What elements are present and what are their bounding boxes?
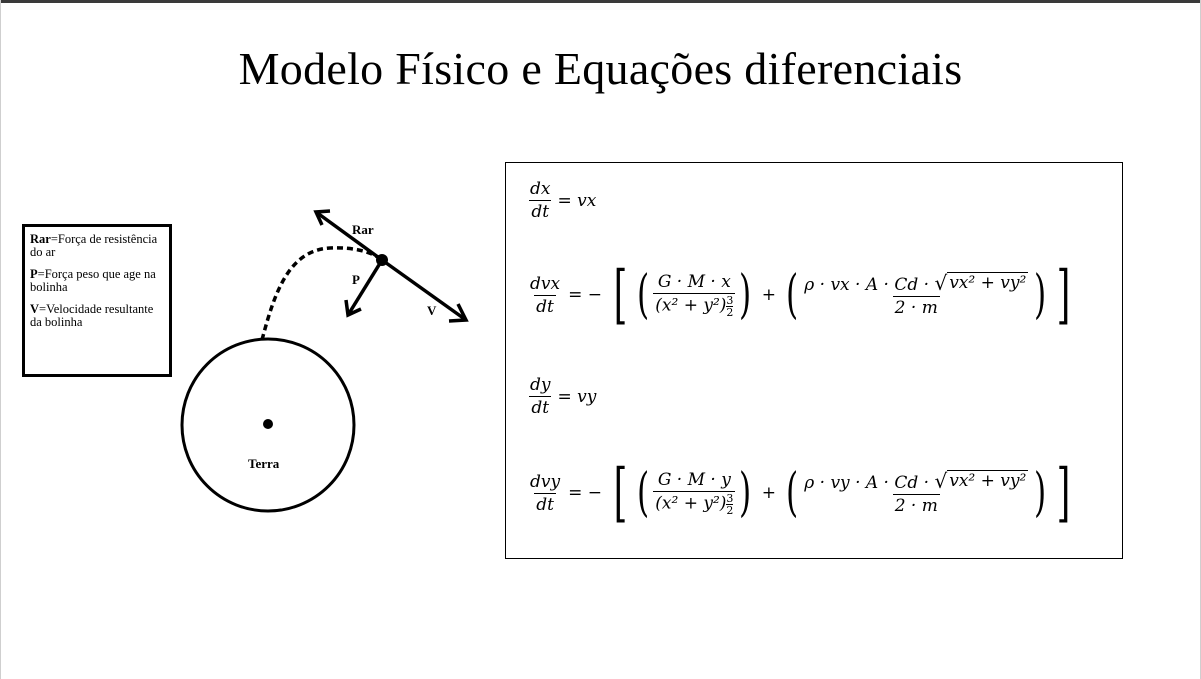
trajectory-path: [262, 248, 382, 340]
eq4-open-bracket: [: [613, 456, 628, 530]
eq4-drag-den: 2 · m: [894, 496, 938, 516]
eq4-drag-num: [802, 470, 1030, 494]
eq4-exp-num: 3: [726, 492, 734, 505]
eq2-sqrt: [934, 272, 1028, 293]
eq4-sqrt: [934, 470, 1028, 491]
eq3-lhs-den: dt: [531, 398, 550, 418]
eq2-grav-num: G · M · x: [657, 272, 731, 292]
eq2-drag-num-pre: ρ · vx · A · Cd ·: [804, 275, 935, 295]
p-vector: [346, 260, 382, 315]
legend-v-text: =Velocidade resultante da bolinha: [30, 302, 154, 329]
eq4-sqrt-arg: vx² + vy²: [949, 471, 1027, 491]
eq2-close-paren-1: ): [739, 265, 752, 325]
eq2-drag-num: [802, 272, 1030, 296]
eq2-plus: +: [761, 285, 776, 305]
rar-label: Rar: [352, 222, 374, 237]
physics-diagram: [0, 0, 500, 679]
eq2-open-paren-2: (: [785, 265, 799, 325]
eq4-grav-den: [653, 491, 735, 516]
eq2-close-bracket: ]: [1056, 258, 1070, 332]
eq4-close-paren-2: ): [1034, 463, 1047, 523]
eq4-grav-den-base: (x² + y²): [655, 493, 727, 514]
eq2-lhs-den: dt: [536, 296, 554, 317]
eq2-grav-den: [653, 293, 735, 318]
slide-title: Modelo Físico e Equações diferenciais: [238, 43, 963, 94]
eq2-grav-den-base: (x² + y²): [655, 295, 727, 316]
eq2-exponent: [726, 295, 733, 318]
eq1-rhs: = vx: [557, 190, 597, 211]
eq4-drag-term: [802, 470, 1030, 516]
legend-rar-text: =Força de resistência do ar: [30, 232, 158, 259]
eq2-open-bracket: [: [613, 258, 628, 332]
eq3-lhs: [528, 375, 553, 418]
eq4-gravity-term: [653, 470, 735, 516]
eq4-exp-den: 2: [726, 504, 734, 517]
v-label: V: [427, 303, 437, 318]
equation-dy: [528, 375, 596, 418]
eq4-open-paren-1: (: [637, 463, 650, 523]
eq2-equals-minus: = −: [568, 285, 602, 305]
eq4-close-bracket: ]: [1056, 456, 1070, 530]
legend-v-key: V: [30, 302, 40, 316]
eq4-grav-num: G · M · y: [657, 470, 731, 490]
equation-dvy: [528, 456, 1076, 530]
eq4-lhs-num: dvy: [530, 471, 561, 492]
eq4-lhs: [528, 472, 562, 515]
eq4-drag-num-pre: ρ · vy · A · Cd ·: [804, 473, 935, 493]
eq2-open-paren-1: (: [637, 265, 650, 325]
eq2-drag-term: [802, 272, 1030, 318]
eq2-gravity-term: [653, 272, 735, 318]
eq3-rhs: = vy: [557, 386, 597, 407]
eq4-exponent: [726, 493, 733, 516]
eq3-lhs-num: dy: [530, 375, 551, 395]
legend-rar-key: Rar: [30, 232, 51, 246]
eq4-lhs-den: dt: [536, 494, 554, 515]
equation-dx: [528, 179, 596, 222]
eq4-plus: +: [761, 483, 776, 503]
sqrt-icon: √: [934, 271, 948, 295]
eq2-sqrt-arg: vx² + vy²: [949, 273, 1027, 293]
equation-dvx: [528, 258, 1076, 332]
eq2-close-paren-2: ): [1034, 265, 1047, 325]
earth-label: Terra: [248, 456, 280, 471]
eq1-lhs-den: dt: [531, 202, 550, 222]
sqrt-icon: √: [934, 469, 948, 493]
eq4-equals-minus: = −: [568, 483, 602, 503]
p-label: P: [352, 272, 360, 287]
earth-center-dot: [263, 419, 273, 429]
eq1-lhs-num: dx: [530, 179, 551, 199]
legend-p-key: P: [30, 267, 38, 281]
eq1-lhs: [528, 179, 552, 222]
equations-box: [505, 162, 1123, 559]
eq2-exp-num: 3: [726, 294, 734, 307]
eq2-drag-den: 2 · m: [894, 298, 938, 318]
eq2-lhs: [528, 274, 562, 317]
v-vector: [382, 260, 466, 321]
eq2-lhs-num: dvx: [530, 273, 561, 294]
eq2-exp-den: 2: [726, 306, 734, 319]
eq4-close-paren-1: ): [739, 463, 752, 523]
legend-p-text: =Força peso que age na bolinha: [30, 267, 156, 294]
eq4-open-paren-2: (: [786, 463, 799, 523]
